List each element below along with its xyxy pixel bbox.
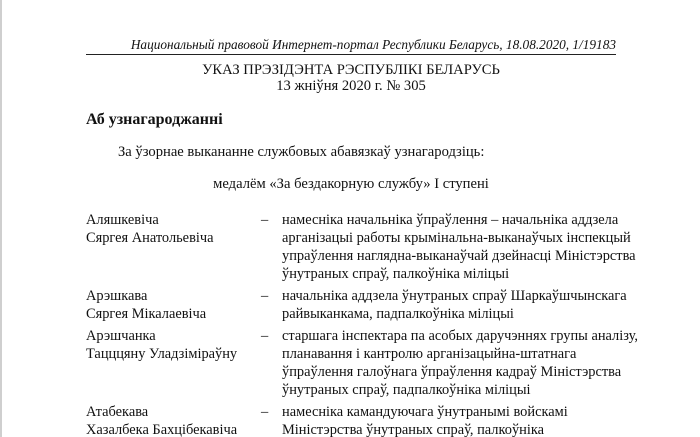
awardee-position (282, 287, 631, 323)
awardee-name (86, 287, 256, 323)
awardee-given-names: Сяргея Анатольевіча (86, 230, 214, 246)
position-line: ўнутраных спраў, падпалкоўніка міліцыі (282, 382, 531, 398)
position-line: ўнутраных спраў, палкоўніка міліцыі (282, 266, 510, 282)
position-line: Міністэрства ўнутраных спраў, палкоўніка (282, 422, 544, 437)
decree-title: УКАЗ ПРЭЗІДЭНТА РЭСПУБЛІКІ БЕЛАРУСЬ (202, 62, 500, 78)
dash-separator: – (261, 212, 269, 228)
awardee-name (86, 403, 256, 437)
position-line: упраўлення наглядна-выканаўчай дзейнасці Міністэрства (282, 248, 636, 264)
awardee-given-names: Тацццяну Уладзіміраўну (86, 346, 238, 362)
awardee-list (86, 211, 638, 437)
position-line: планавання і кантролю арганізацыйна-штатнага (282, 346, 577, 362)
source-line: Национальный правовой Интернет-портал Республики Беларусь, 18.08.2020, 1/19183 (130, 37, 616, 52)
awardee-surname: Арэшчанка (86, 328, 156, 344)
dash-separator: – (261, 328, 269, 344)
awardee-entry (86, 211, 636, 283)
awardee-position (282, 403, 631, 437)
awardee-name (86, 211, 256, 247)
position-line: намесніка камандуючага ўнутранымі войскамі (282, 404, 568, 420)
awardee-position (282, 327, 638, 399)
position-line: намесніка начальніка ўпраўлення – начальніка аддзела (282, 212, 619, 228)
awardee-entry (86, 403, 631, 437)
awardee-entry (86, 287, 631, 323)
awardee-name (86, 327, 256, 363)
intro-paragraph: За ўзорнае выкананне службовых абавязкаў узнагародзіць: (118, 144, 485, 160)
page-left-border (0, 0, 2, 437)
decree-date-number: 13 жніўня 2020 г. № 305 (276, 78, 426, 94)
position-line: райвыканкама, падпалкоўніка міліцыі (282, 306, 514, 322)
position-line: старшага інспектара па асобых даручэннях групы аналізу, (282, 328, 638, 344)
header-divider (86, 54, 616, 55)
position-line: ўпраўлення галоўнага ўпраўлення кадраў Міністэрства (282, 364, 622, 380)
position-line: арганізацыі работы крымінальна-выканаўчых інспекцый (282, 230, 631, 246)
awardee-position (282, 211, 636, 283)
awardee-surname: Арэшкава (86, 288, 148, 304)
decree-subject: Аб узнагароджанні (86, 111, 223, 128)
awardee-surname: Атабекава (86, 404, 149, 420)
awardee-entry (86, 327, 638, 399)
awardee-surname: Аляшкевіча (86, 212, 159, 228)
dash-separator: – (261, 288, 269, 304)
awardee-given-names: Сяргея Мікалаевіча (86, 306, 207, 322)
dash-separator: – (261, 404, 269, 420)
medal-name: медалём «За бездакорную службу» I ступені (213, 176, 489, 192)
awardee-given-names: Хазалбека Бахцібекавіча (86, 422, 238, 437)
position-line: начальніка аддзела ўнутраных спраў Шаркаўшчынскага (282, 288, 627, 304)
